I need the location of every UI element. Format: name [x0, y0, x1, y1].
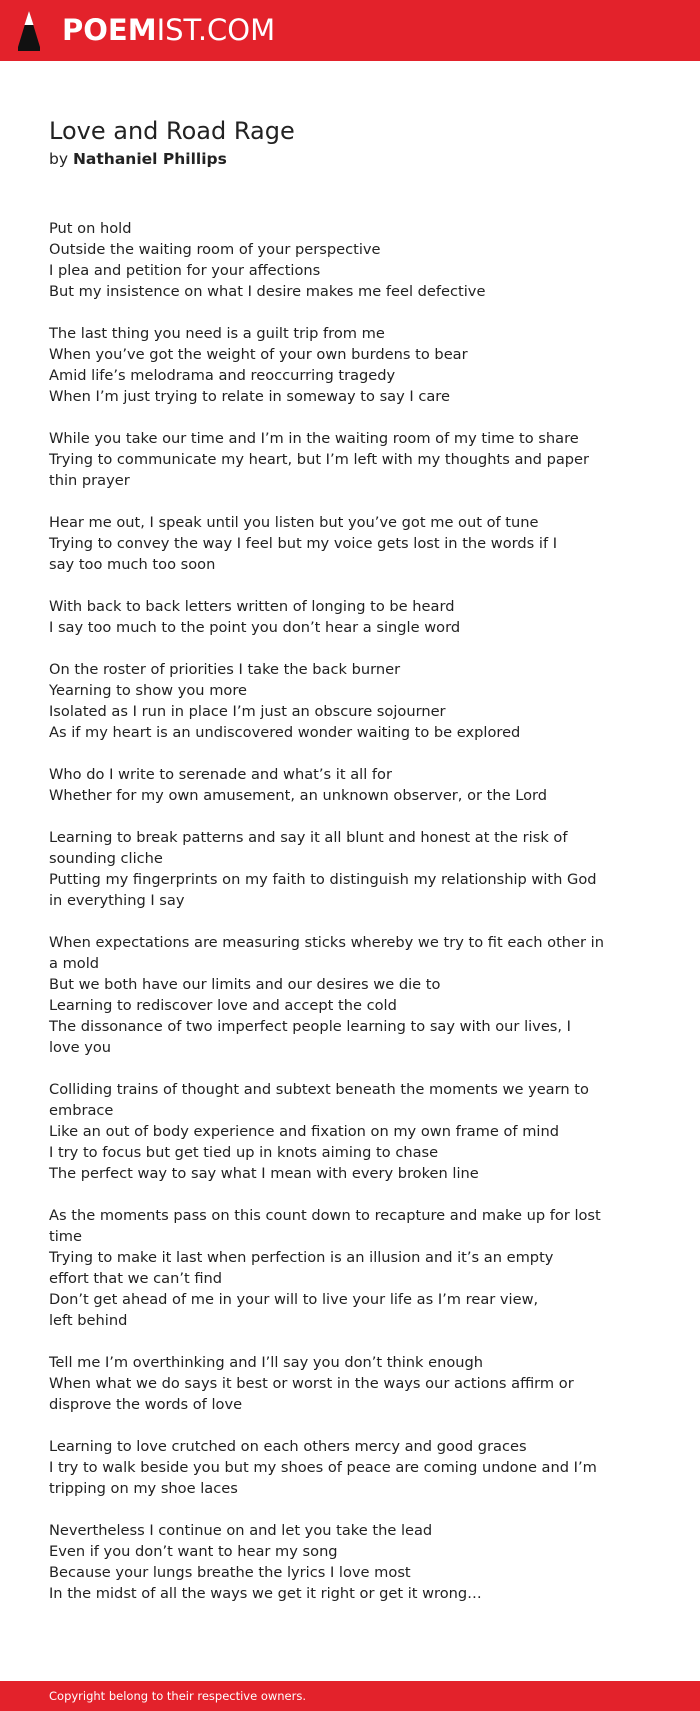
poem-line: in everything I say — [49, 892, 185, 909]
stanza — [49, 218, 589, 302]
poem-line: Learning to love crutched on each others mercy and good graces — [49, 1438, 527, 1455]
poem-line: love you — [49, 1039, 112, 1056]
poem-line: Isolated as I run in place I’m just an obscure sojourner — [49, 703, 446, 720]
poem-line: I plea and petition for your affections — [49, 262, 321, 279]
stanza — [49, 659, 589, 743]
poem-line: In the midst of all the ways we get it right or get it wrong… — [49, 1585, 482, 1602]
poem-line: As if my heart is an undiscovered wonder waiting to be explored — [49, 724, 521, 741]
poem-line: On the roster of priorities I take the back burner — [49, 661, 401, 678]
poem-line: When I’m just trying to relate in someway to say I care — [49, 388, 450, 405]
poem-title: Love and Road Rage — [49, 117, 295, 145]
copyright-text: Copyright belong to their respective owners. — [49, 1689, 307, 1703]
stanza — [49, 596, 589, 638]
poem-line: Like an out of body experience and fixation on my own frame of mind — [49, 1123, 559, 1140]
poem-line: disprove the words of love — [49, 1396, 243, 1413]
stanza — [49, 1352, 589, 1415]
poem-line: Learning to rediscover love and accept the cold — [49, 997, 397, 1014]
poem-line: I try to walk beside you but my shoes of peace are coming undone and I’m — [49, 1459, 597, 1476]
site-header — [0, 0, 700, 61]
stanza — [49, 323, 589, 407]
byline — [49, 148, 227, 170]
poem-line: left behind — [49, 1312, 128, 1329]
poem-line: I try to focus but get tied up in knots aiming to chase — [49, 1144, 439, 1161]
poem-line: While you take our time and I’m in the waiting room of my time to share — [49, 430, 579, 447]
poem-line: But we both have our limits and our desires we die to — [49, 976, 441, 993]
stanza — [49, 1079, 589, 1184]
poem-line: effort that we can’t find — [49, 1270, 223, 1287]
site-logo[interactable] — [62, 10, 275, 50]
stanza — [49, 764, 589, 806]
poem-line: Tell me I’m overthinking and I’ll say you don’t think enough — [49, 1354, 484, 1371]
poem-line: Put on hold — [49, 220, 132, 237]
stanza — [49, 827, 597, 911]
poem-line: Whether for my own amusement, an unknown observer, or the Lord — [49, 787, 548, 804]
poem-line: The dissonance of two imperfect people learning to say with our lives, I — [49, 1018, 571, 1035]
poem-line: Amid life’s melodrama and reoccurring tragedy — [49, 367, 396, 384]
stanza — [49, 512, 589, 575]
logo-text-strong: POEM — [62, 13, 157, 47]
poem-line: Trying to communicate my heart, but I’m left with my thoughts and paper — [49, 451, 590, 468]
poem-line: thin prayer — [49, 472, 130, 489]
poem-line: The last thing you need is a guilt trip from me — [49, 325, 385, 342]
poem-line: Nevertheless I continue on and let you take the lead — [49, 1522, 433, 1539]
poem-line: But my insistence on what I desire makes me feel defective — [49, 283, 486, 300]
poem-line: a mold — [49, 955, 100, 972]
poem-line: Hear me out, I speak until you listen but you’ve got me out of tune — [49, 514, 539, 531]
poem-line: As the moments pass on this count down to recapture and make up for lost — [49, 1207, 601, 1224]
poem-line: I say too much to the point you don’t hear a single word — [49, 619, 461, 636]
poem-line: Trying to convey the way I feel but my voice gets lost in the words if I — [49, 535, 558, 552]
site-footer — [0, 1681, 700, 1711]
by-label: by — [49, 150, 69, 168]
poem-line: Trying to make it last when perfection is an illusion and it’s an empty — [49, 1249, 554, 1266]
poem-line: With back to back letters written of longing to be heard — [49, 598, 455, 615]
stanza — [49, 1436, 597, 1499]
author-name: Nathaniel Phillips — [72, 150, 227, 168]
poem-line: The perfect way to say what I mean with every broken line — [49, 1165, 479, 1182]
poem-body — [49, 218, 604, 1625]
poem-line: Because your lungs breathe the lyrics I love most — [49, 1564, 411, 1581]
stanza — [49, 932, 604, 1058]
poem-line: sounding cliche — [49, 850, 163, 867]
poem-line: tripping on my shoe laces — [49, 1480, 238, 1497]
poem-line: Don’t get ahead of me in your will to live your life as I’m rear view, — [49, 1291, 539, 1308]
stanza — [49, 1520, 589, 1604]
pencil-tip-icon[interactable] — [16, 9, 42, 53]
poem-line: Yearning to show you more — [49, 682, 247, 699]
poem-line: Putting my fingerprints on my faith to distinguish my relationship with God — [49, 871, 597, 888]
poem-line: embrace — [49, 1102, 114, 1119]
poem-line: say too much too soon — [49, 556, 216, 573]
stanza — [49, 428, 589, 491]
logo-text-light: IST.COM — [156, 13, 276, 47]
poem-line: Even if you don’t want to hear my song — [49, 1543, 338, 1560]
poem-line: Outside the waiting room of your perspective — [49, 241, 381, 258]
poem-line: Who do I write to serenade and what’s it all for — [49, 766, 392, 783]
poem-line: When you’ve got the weight of your own burdens to bear — [49, 346, 468, 363]
poem-line: time — [49, 1228, 82, 1245]
stanza — [49, 1205, 601, 1331]
poem-line: Learning to break patterns and say it all blunt and honest at the risk of — [49, 829, 568, 846]
poem-line: When expectations are measuring sticks whereby we try to fit each other in — [49, 934, 604, 951]
poem-line: Colliding trains of thought and subtext beneath the moments we yearn to — [49, 1081, 589, 1098]
poem-line: When what we do says it best or worst in the ways our actions affirm or — [49, 1375, 574, 1392]
